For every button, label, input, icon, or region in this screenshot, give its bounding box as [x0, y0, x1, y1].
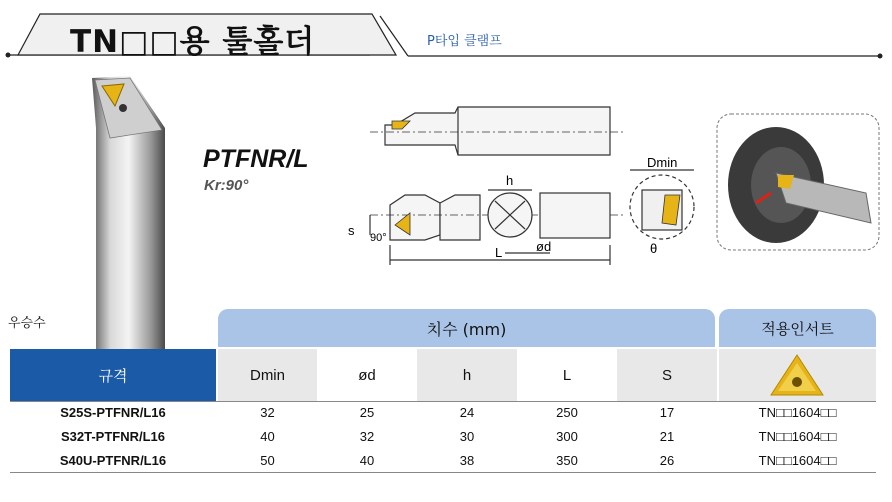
row-l: 300 — [556, 428, 578, 444]
insert-group-header: 적용인서트 — [719, 309, 876, 347]
insert-icon — [719, 349, 876, 401]
row-insert: TN□□1604□□ — [758, 404, 837, 420]
dimension-group-header: 치수 (mm) — [218, 309, 715, 347]
row-dmin: 32 — [260, 404, 275, 420]
label-length: L — [495, 245, 503, 260]
row-spec: S40U-PTFNR/L16 — [59, 452, 167, 468]
column-header-s: S — [617, 349, 717, 401]
column-header-l: L — [517, 349, 617, 401]
page-title: TN□□용 툴홀더 — [70, 24, 316, 60]
table-row — [10, 425, 876, 447]
row-d: 25 — [359, 404, 375, 420]
label-dmin: Dmin — [647, 155, 678, 170]
application-image — [716, 113, 880, 253]
row-d: 40 — [359, 452, 375, 468]
row-h: 38 — [459, 452, 475, 468]
row-s: 17 — [659, 404, 675, 420]
row-h: 24 — [459, 404, 475, 420]
table-row — [10, 449, 876, 471]
label-angle: 90° — [370, 232, 387, 244]
tool-holder-image — [70, 68, 190, 358]
table-divider — [10, 472, 876, 473]
row-h: 30 — [459, 428, 475, 444]
row-l: 350 — [556, 452, 578, 468]
row-spec: S25S-PTFNR/L16 — [60, 404, 166, 420]
table-row — [10, 401, 876, 423]
row-d: 32 — [359, 428, 375, 444]
spec-column-header: 규격 — [10, 349, 216, 401]
row-s: 21 — [659, 428, 675, 444]
label-h: h — [506, 173, 514, 188]
label-theta: θ — [650, 241, 658, 256]
technical-drawing — [340, 95, 710, 275]
row-dmin: 40 — [260, 428, 275, 444]
row-s: 26 — [659, 452, 675, 468]
label-s: s — [348, 223, 355, 238]
page-subtitle: P타입 클램프 — [427, 34, 502, 49]
insert-image-cell — [719, 349, 876, 401]
model-name: PTFNR/L — [203, 145, 309, 173]
row-insert: TN□□1604□□ — [758, 428, 837, 444]
approach-angle: Kr:90° — [204, 177, 249, 194]
column-header-d: ød — [317, 349, 417, 401]
row-l: 250 — [556, 404, 578, 420]
row-dmin: 50 — [260, 452, 275, 468]
hand-label: 우승수 — [8, 316, 46, 331]
column-header-dmin: Dmin — [218, 349, 317, 401]
label-diameter: ød — [536, 239, 552, 254]
column-header-h: h — [417, 349, 517, 401]
row-insert: TN□□1604□□ — [758, 452, 837, 468]
row-spec: S32T-PTFNR/L16 — [60, 428, 166, 444]
